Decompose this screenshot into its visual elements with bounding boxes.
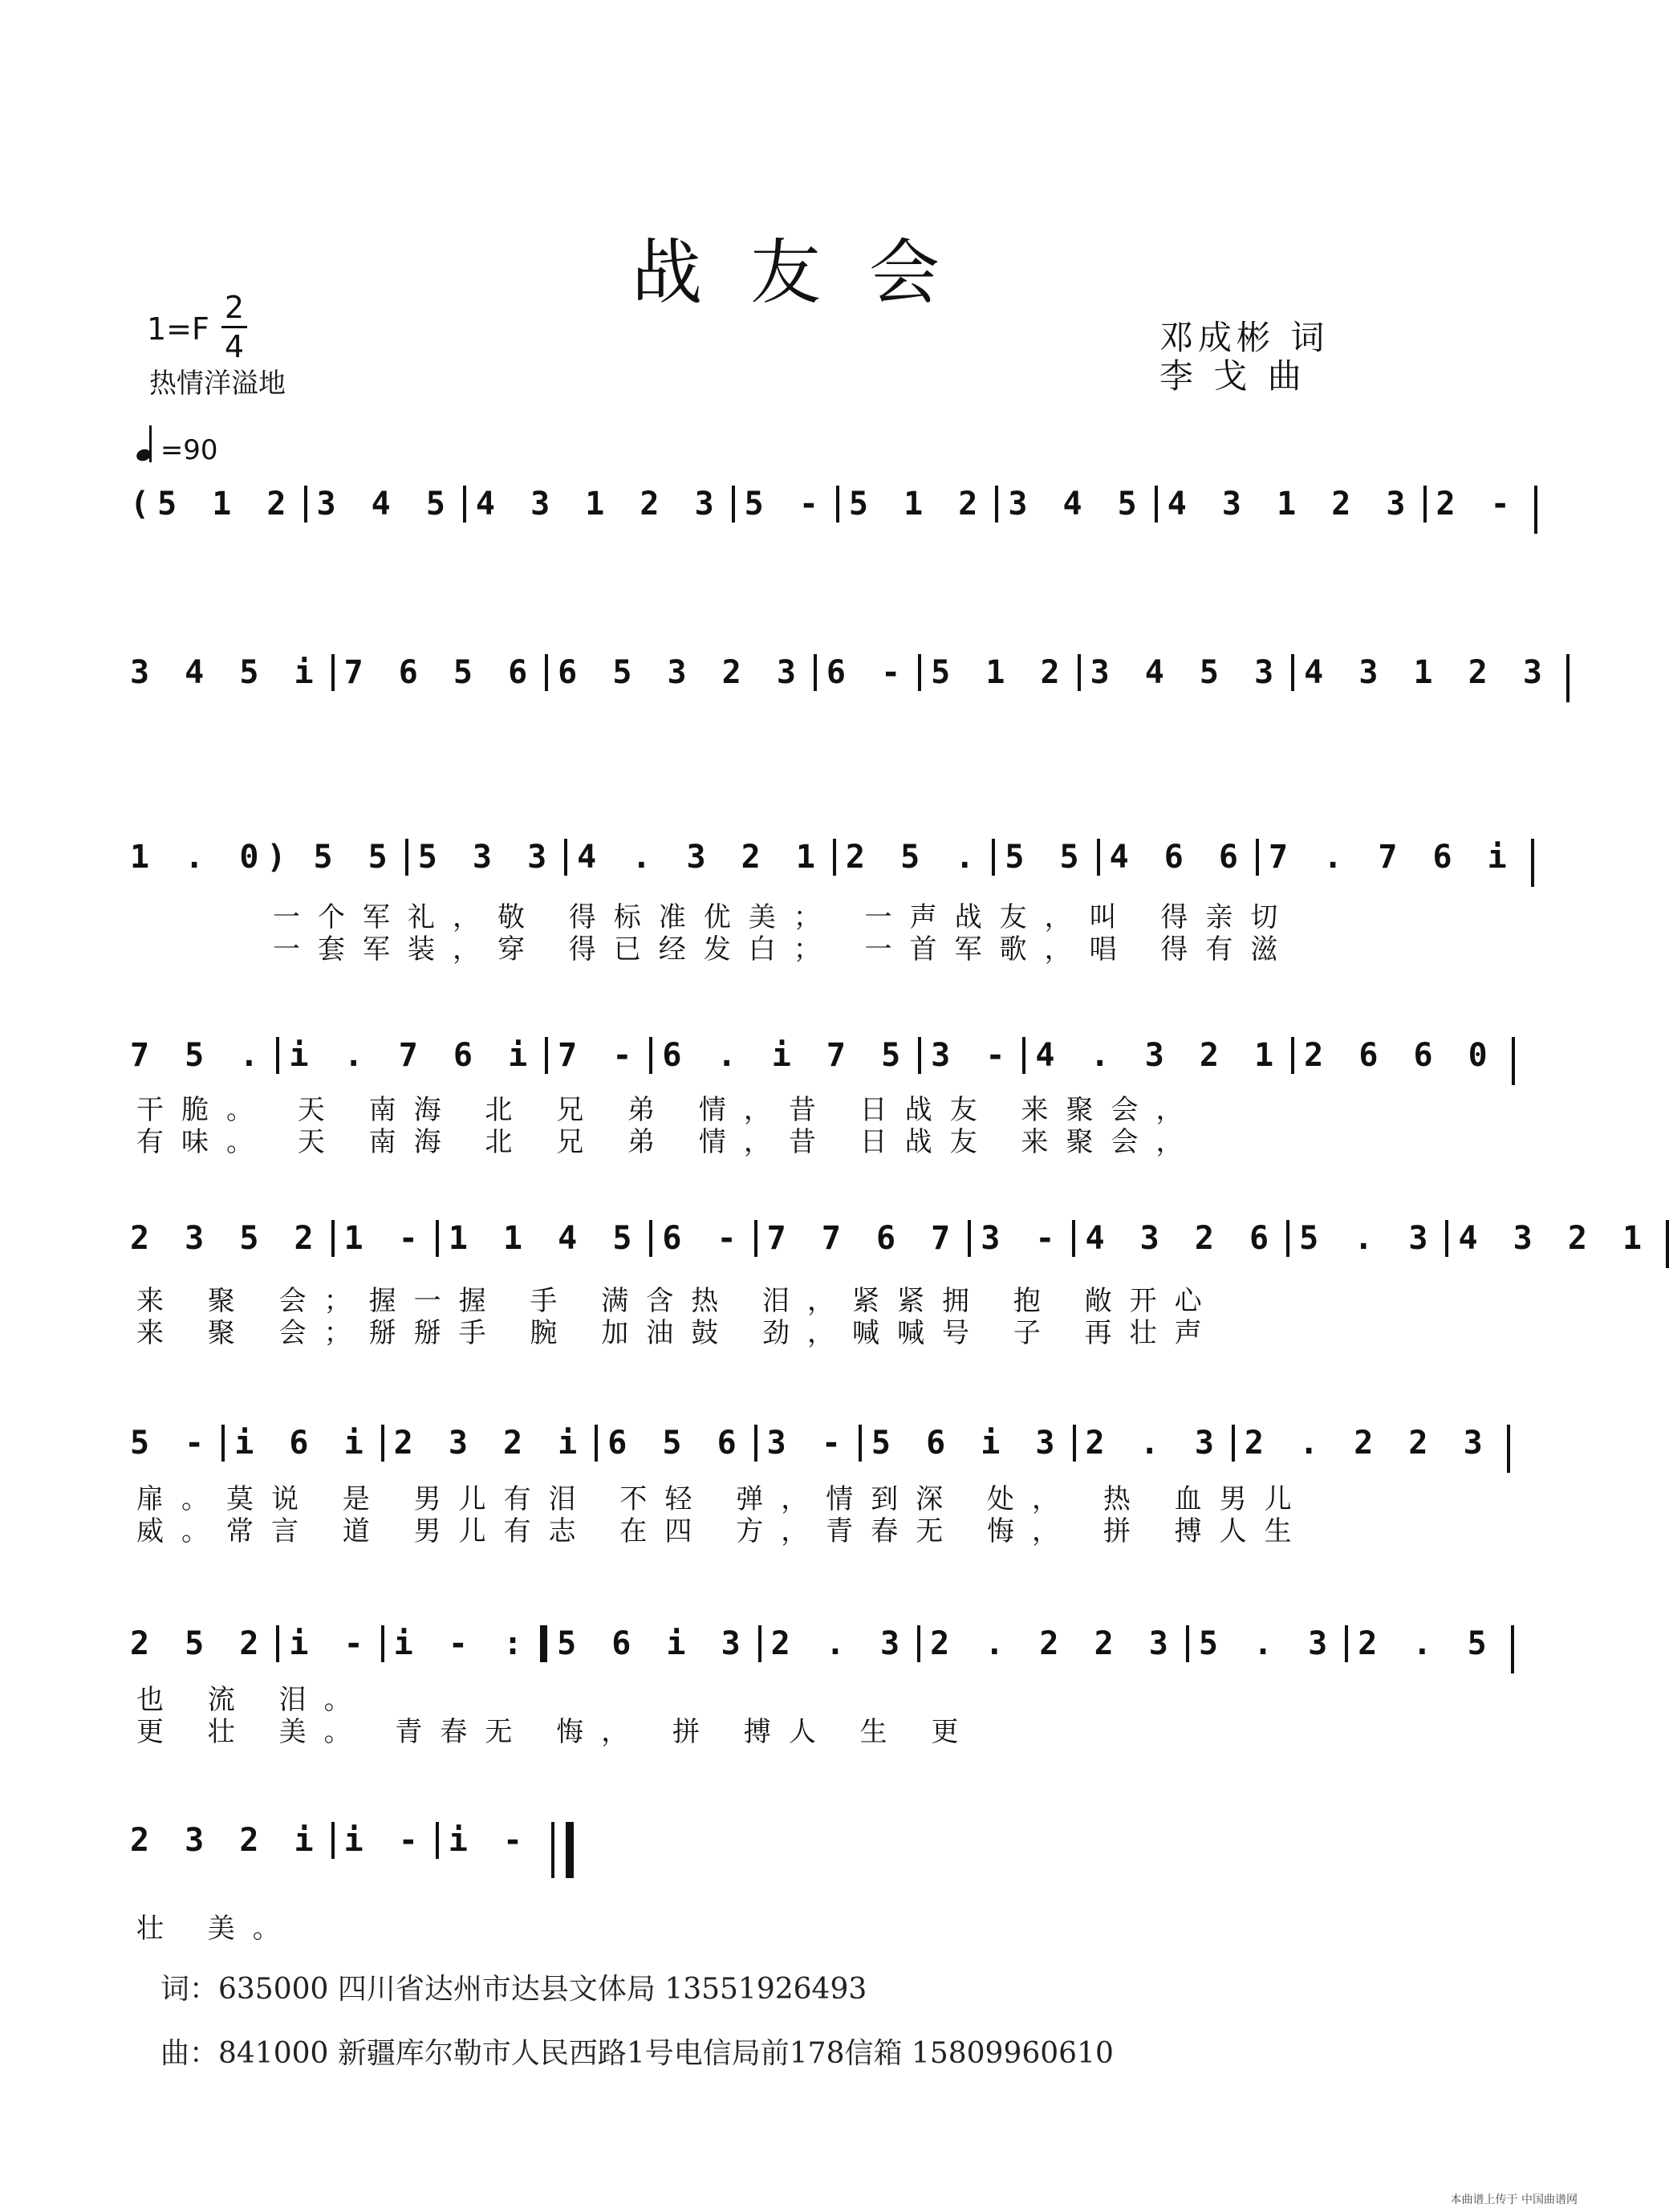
score-row-3: [120, 839, 1515, 887]
measure: 5 . 3: [1186, 1625, 1345, 1662]
measure: i -: [276, 1625, 380, 1662]
measure: 5 -: [130, 1425, 213, 1462]
lyric-line-1b: 一套军装，穿 得已经发白； 一首军歌，唱 得有滋: [273, 933, 1296, 966]
meter-bottom: 4: [224, 329, 245, 364]
barline: [1659, 1220, 1669, 1268]
measure: 2 . 3: [1073, 1425, 1232, 1462]
measure: 2 5 .: [833, 839, 992, 876]
measure: 6 5 6: [595, 1425, 753, 1462]
measure: 5 1 2: [836, 486, 995, 523]
barline: [1500, 1425, 1510, 1473]
measure: 5 -: [732, 486, 836, 523]
site-watermark: 本曲谱上传于 中国曲谱网: [1450, 2194, 1578, 2206]
measure: 2 . 2 2 3: [917, 1625, 1186, 1662]
measure: 4 3 2 1: [1445, 1220, 1659, 1257]
lyric-line-1a: 一个军礼，敬 得标准优美； 一声战友，叫 得亲切: [273, 901, 1296, 933]
barline: [1560, 654, 1570, 702]
measure: 3 -: [918, 1037, 1022, 1074]
measure: 5 5: [992, 839, 1096, 876]
score-row-1: [120, 486, 1518, 534]
measure: 2 -: [1423, 486, 1528, 523]
barline: [1505, 1625, 1514, 1673]
measure: 4 3 1 2 3: [1291, 654, 1560, 691]
lyric-line-5b: 更 壮 美。 青春无 悔， 拼 搏人 生 更: [136, 1716, 977, 1748]
composer-address: 曲：841000 新疆库尔勒市人民西路1号电信局前178信箱 15809960610: [160, 2037, 1114, 2070]
time-signature: [221, 291, 247, 364]
measure: 6 -: [814, 654, 918, 691]
measure: 7 7 6 7: [754, 1220, 969, 1257]
measure: i 6 i: [221, 1425, 380, 1462]
repeat-measure: 5 6 i 3: [540, 1625, 758, 1662]
measure: 2 3 2 i: [381, 1425, 595, 1462]
measure: 5 6 i 3: [859, 1425, 1073, 1462]
measure: 4 3 2 6: [1072, 1220, 1286, 1257]
measure: 3 -: [968, 1220, 1072, 1257]
measure: 4 3 1 2 3: [463, 486, 732, 523]
measure: 1 1 4 5: [436, 1220, 650, 1257]
score-row-5: [120, 1220, 1651, 1268]
measure: 1 -: [331, 1220, 436, 1257]
measure: 3 4 5 3: [1078, 654, 1292, 691]
measure: 3 -: [754, 1425, 859, 1462]
lyric-line-6: 壮 美。: [136, 1913, 298, 1945]
measure: 5 5: [313, 839, 396, 876]
composer-credit: 李 戈 曲: [1159, 356, 1306, 396]
measure: 2 5 2: [130, 1625, 267, 1662]
measure: 5 3 3: [405, 839, 564, 876]
barline: [1525, 839, 1534, 887]
measure: 2 . 3: [758, 1625, 917, 1662]
lyric-line-5a: 也 流 泪。: [136, 1684, 369, 1716]
measure: (5 1 2: [130, 486, 294, 523]
tempo-mark: [136, 425, 218, 466]
measure: 2 6 6 0: [1291, 1037, 1505, 1074]
measure: 3 4 5: [995, 486, 1154, 523]
measure: 6 -: [649, 1220, 753, 1257]
measure: 4 6 6: [1097, 839, 1256, 876]
measure: 6 . i 7 5: [649, 1037, 918, 1074]
score-row-6: [120, 1425, 1491, 1473]
measure: i - :: [381, 1625, 540, 1662]
measure: 7 6 5 6: [331, 654, 546, 691]
measure: i -: [331, 1822, 436, 1859]
measure: 7 5 .: [130, 1037, 267, 1074]
lyric-line-3b: 来 聚 会；掰掰手 腕 加油鼓 劲，喊喊号 子 再壮声: [136, 1317, 1220, 1349]
lyric-line-4b: 威。常言 道 男儿有志 在四 方，青春无 悔， 拼 搏人生: [136, 1515, 1310, 1547]
lyric-line-2a: 干脆。 天 南海 北 兄 弟 情，昔 日战友 来聚会，: [136, 1094, 1201, 1126]
measure: 4 . 3 2 1: [564, 839, 833, 876]
lyric-line-3a: 来 聚 会；握一握 手 满含热 泪，紧紧拥 抱 敞开心: [136, 1285, 1220, 1317]
measure: i -: [436, 1822, 540, 1859]
key-signature: 1=F: [147, 311, 209, 347]
meter-top: 2: [224, 290, 245, 325]
measure: 2 . 5: [1345, 1625, 1504, 1662]
barline: [1505, 1037, 1515, 1085]
expression-mark: 热情洋溢地: [149, 368, 286, 400]
measure: 5 . 3: [1286, 1220, 1445, 1257]
measure: 4 . 3 2 1: [1022, 1037, 1291, 1074]
score-row-8: [120, 1822, 531, 1878]
measure: 3 4 5 i: [130, 654, 322, 691]
measure: i . 7 6 i: [276, 1037, 545, 1074]
score-row-2: [120, 654, 1550, 702]
song-title: 战 友 会: [631, 231, 952, 314]
tempo-value: =90: [160, 434, 218, 466]
measure: 2 3 2 i: [130, 1822, 322, 1859]
lyric-line-2b: 有味。 天 南海 北 兄 弟 情，昔 日战友 来聚会，: [136, 1126, 1201, 1158]
measure: 4 3 1 2 3: [1155, 486, 1423, 523]
measure: 2 3 5 2: [130, 1220, 322, 1257]
measure: 7 -: [545, 1037, 649, 1074]
measure: 2 . 2 2 3: [1232, 1425, 1500, 1462]
measure: 7 . 7 6 i: [1256, 839, 1525, 876]
lyricist-credit: 邓成彬 词: [1159, 318, 1330, 357]
score-row-7: [120, 1625, 1495, 1673]
final-barline: [551, 1822, 574, 1878]
lyric-line-4a: 扉。莫说 是 男儿有泪 不轻 弹，情到深 处， 热 血男儿: [136, 1483, 1310, 1515]
barline: [1528, 486, 1537, 534]
measure: 5 1 2: [918, 654, 1077, 691]
meter-divider: [221, 326, 247, 328]
measure: 3 4 5: [304, 486, 463, 523]
measure: 6 5 3 2 3: [545, 654, 814, 691]
measure: 1 . 0): [130, 839, 294, 876]
lyricist-address: 词：635000 四川省达州市达县文体局 13551926493: [160, 1973, 867, 2006]
score-row-4: [120, 1037, 1496, 1085]
